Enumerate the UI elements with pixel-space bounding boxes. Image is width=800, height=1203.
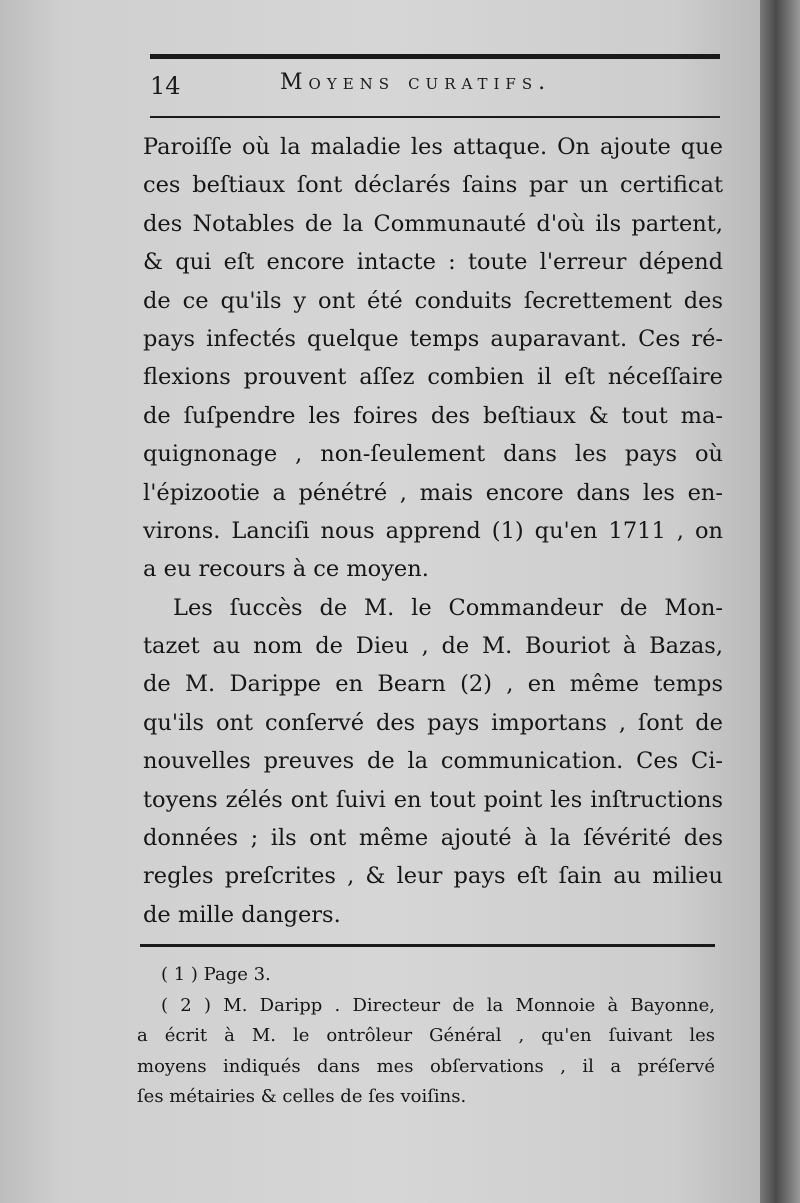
footnote-line: ſes métairies & celles de ſes voiſins. [137, 1086, 467, 1108]
text-line: Paroiſſe où la maladie les attaque. On ajoute que [143, 134, 723, 160]
footnote-rule [140, 944, 715, 947]
text-line: a eu recours à ce moyen. [143, 556, 429, 583]
text-line: flexions prouvent aſſez combien il eſt néceſſaire [143, 364, 723, 391]
text-line: données ; ils ont même ajouté à la ſévérité des [143, 825, 723, 852]
next-page-edge [760, 0, 800, 1203]
text-line: toyens zélés ont ſuivi en tout point les inſtructions [143, 786, 723, 813]
text-line: de ce qu'ils y ont été conduits ſecrettement des [143, 287, 723, 314]
header-bottom-rule [150, 116, 720, 118]
running-title: Moyens curatifs. [280, 70, 552, 95]
text-line: de ſuſpendre les foires des beſtiaux & tout ma- [143, 402, 723, 429]
text-line: tazet au nom de Dieu , de M. Bouriot à Bazas, [143, 633, 723, 660]
text-line: qu'ils ont conſervé des pays importans , ſont de [143, 709, 723, 736]
main-text [143, 128, 723, 934]
footnote-line: ( 2 ) M. Daripp . Directeur de la Monnoie à Bayonne, [161, 994, 715, 1016]
text-line: des Notables de la Communauté d'où ils partent, [143, 210, 723, 237]
footnotes [137, 960, 715, 1113]
text-line: nouvelles preuves de la communication. Ces Ci- [143, 748, 723, 775]
running-head [150, 66, 720, 106]
text-line: pays infectés quelque temps auparavant. Ces ré- [143, 325, 723, 352]
text-line: virons. Lanciſi nous apprend (1) qu'en 1711 , on [143, 517, 723, 544]
footnote-line: ( 1 ) Page 3. [161, 964, 271, 985]
header-top-rule [150, 54, 720, 59]
footnote-line: a écrit à M. le ontrôleur Général , qu'en ſuivant les [137, 1025, 715, 1047]
text-line: & qui eſt encore intacte : toute l'erreur dépend [143, 249, 723, 276]
text-line: de M. Darippe en Bearn (2) , en même temps [143, 671, 723, 698]
text-line: de mille dangers. [143, 901, 341, 928]
text-line: Les ſuccès de M. le Commandeur de Mon- [173, 594, 723, 621]
text-line: l'épizootie a pénétré , mais encore dans les en- [143, 479, 723, 506]
text-line: ces beſtiaux ſont déclarés ſains par un certificat [143, 172, 723, 199]
text-line: quignonage , non-ſeulement dans les pays où [143, 441, 723, 468]
footnote-line: moyens indiqués dans mes obſervations , il a préſervé [137, 1055, 715, 1077]
page-number: 14 [150, 72, 181, 100]
text-line: regles preſcrites , & leur pays eſt ſain au milieu [143, 863, 723, 890]
